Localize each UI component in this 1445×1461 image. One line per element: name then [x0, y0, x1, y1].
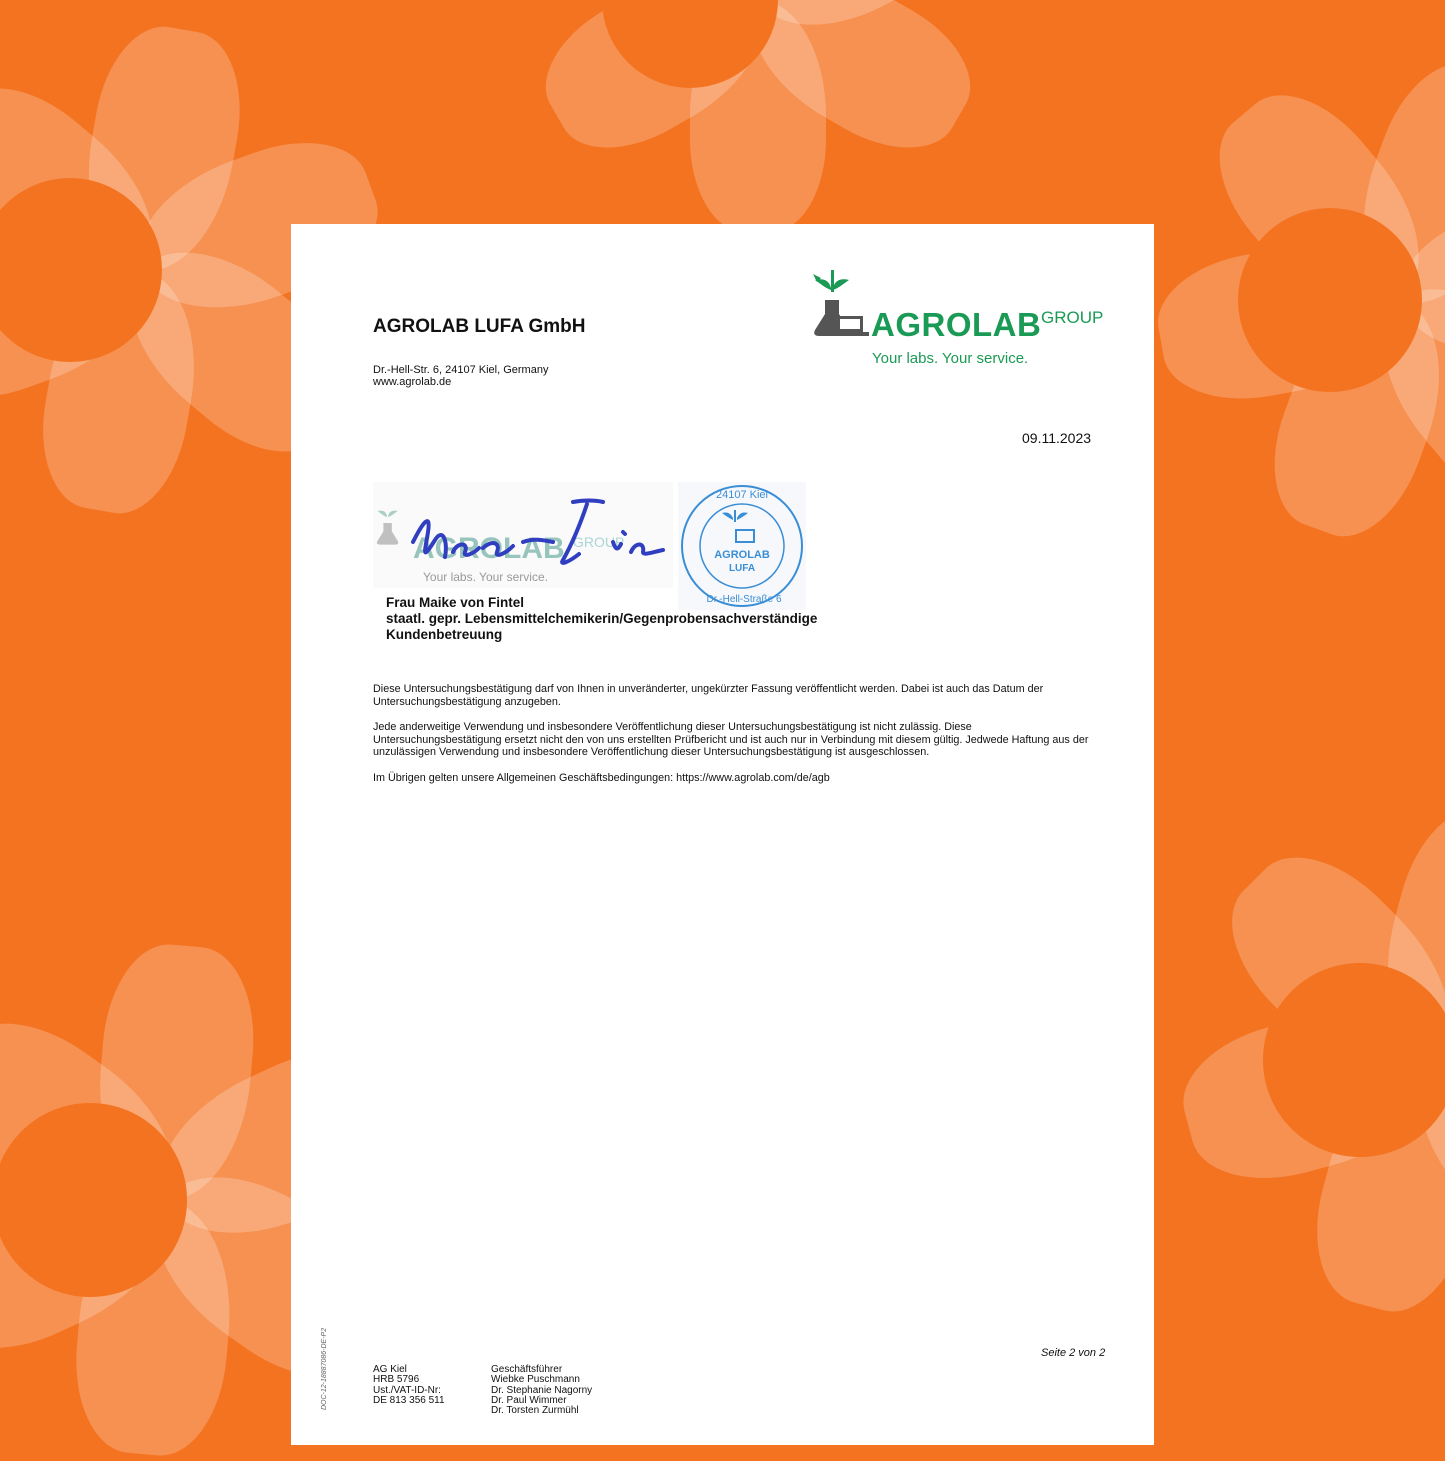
document-id: DOC-12-18887086-DE-P2: [321, 1327, 328, 1410]
footer-line: Dr. Stephanie Nagorny: [491, 1384, 593, 1396]
plant-flask-laptop-logo-icon: [811, 270, 871, 350]
logo-wordmark: AGROLAB: [871, 306, 1042, 343]
company-name: AGROLAB LUFA GmbH: [373, 316, 586, 337]
stamp-top-text: 24107 Kiel: [716, 489, 768, 501]
footer-management: [491, 1365, 592, 1416]
background-flower: [1120, 90, 1445, 510]
document-body: [373, 683, 1103, 797]
logo-group-label: GROUP: [1041, 308, 1104, 327]
footer-line: HRB 5796: [373, 1374, 420, 1386]
official-stamp: [678, 482, 806, 610]
website-link[interactable]: www.agrolab.de: [373, 376, 452, 388]
signature-area: [373, 482, 673, 588]
footer-line: Dr. Torsten Zurmühl: [491, 1405, 579, 1417]
company-address: [373, 364, 548, 388]
background-flower: [0, 60, 280, 480]
watermark-tagline: Your labs. Your service.: [423, 570, 548, 584]
signer-title: staatl. gepr. Lebensmittelchemikerin/Gegenprobensachverständige: [386, 611, 818, 626]
stamp-center-line1: AGROLAB: [714, 549, 770, 561]
stamp-center-line2: LUFA: [728, 563, 756, 574]
body-paragraph: Diese Untersuchungsbestätigung darf von Ihnen in unveränderter, ungekürzter Fassung veröffentlicht werden. Dabei ist auch das Datum der Untersuchungsbestätigung anzugeben.: [373, 683, 1044, 708]
background-flower: [0, 980, 310, 1420]
signer-block: [386, 595, 817, 643]
page-number: Seite 2 von 2: [1041, 1347, 1106, 1359]
footer-line: DE 813 356 511: [373, 1394, 445, 1406]
footer-line: Wiebke Puschmann: [491, 1374, 580, 1386]
footer-line: Ust./VAT-ID-Nr:: [373, 1384, 441, 1396]
footer-registry: [373, 1365, 445, 1406]
signer-department: Kundenbetreuung: [386, 627, 503, 642]
document-page: [291, 224, 1154, 1445]
watermark-wordmark: AGROLAB: [413, 532, 565, 565]
handwritten-signature: [373, 482, 673, 588]
body-paragraph: Im Übrigen gelten unsere Allgemeinen Geschäftsbedingungen: https://www.agrolab.com/de/agb: [373, 771, 830, 784]
footer-line: Dr. Paul Wimmer: [491, 1394, 567, 1406]
logo-tagline: Your labs. Your service.: [872, 350, 1029, 367]
agrolab-logo: [811, 270, 1111, 370]
document-date: 09.11.2023: [1022, 430, 1092, 446]
body-paragraph: Jede anderweitige Verwendung und insbesondere Veröffentlichung dieser Untersuchungsbestätigung ist nicht zulässig. Diese Untersuchungsbestätigung ersetzt nicht den von uns erstellten Prüfbericht und ist auch nur in Verbindung mit diesem gültig. Jedwede Haftung aus der unzulässigen Verwendung und insbesondere Veröffentlichung dieser Untersuchungsbestätigung ist ausgeschlossen.: [373, 721, 1089, 758]
watermark-group: GROUP: [573, 534, 625, 550]
background-flower: [1140, 840, 1445, 1280]
footer-label: Geschäftsführer: [491, 1364, 563, 1375]
address-line: Dr.-Hell-Str. 6, 24107 Kiel, Germany: [373, 364, 549, 376]
signer-name: Frau Maike von Fintel: [386, 595, 525, 610]
stamp-bottom-text: Dr.-Hell-Straße 6: [706, 594, 782, 605]
footer-line: AG Kiel: [373, 1364, 407, 1375]
background-flower: [490, 0, 890, 200]
